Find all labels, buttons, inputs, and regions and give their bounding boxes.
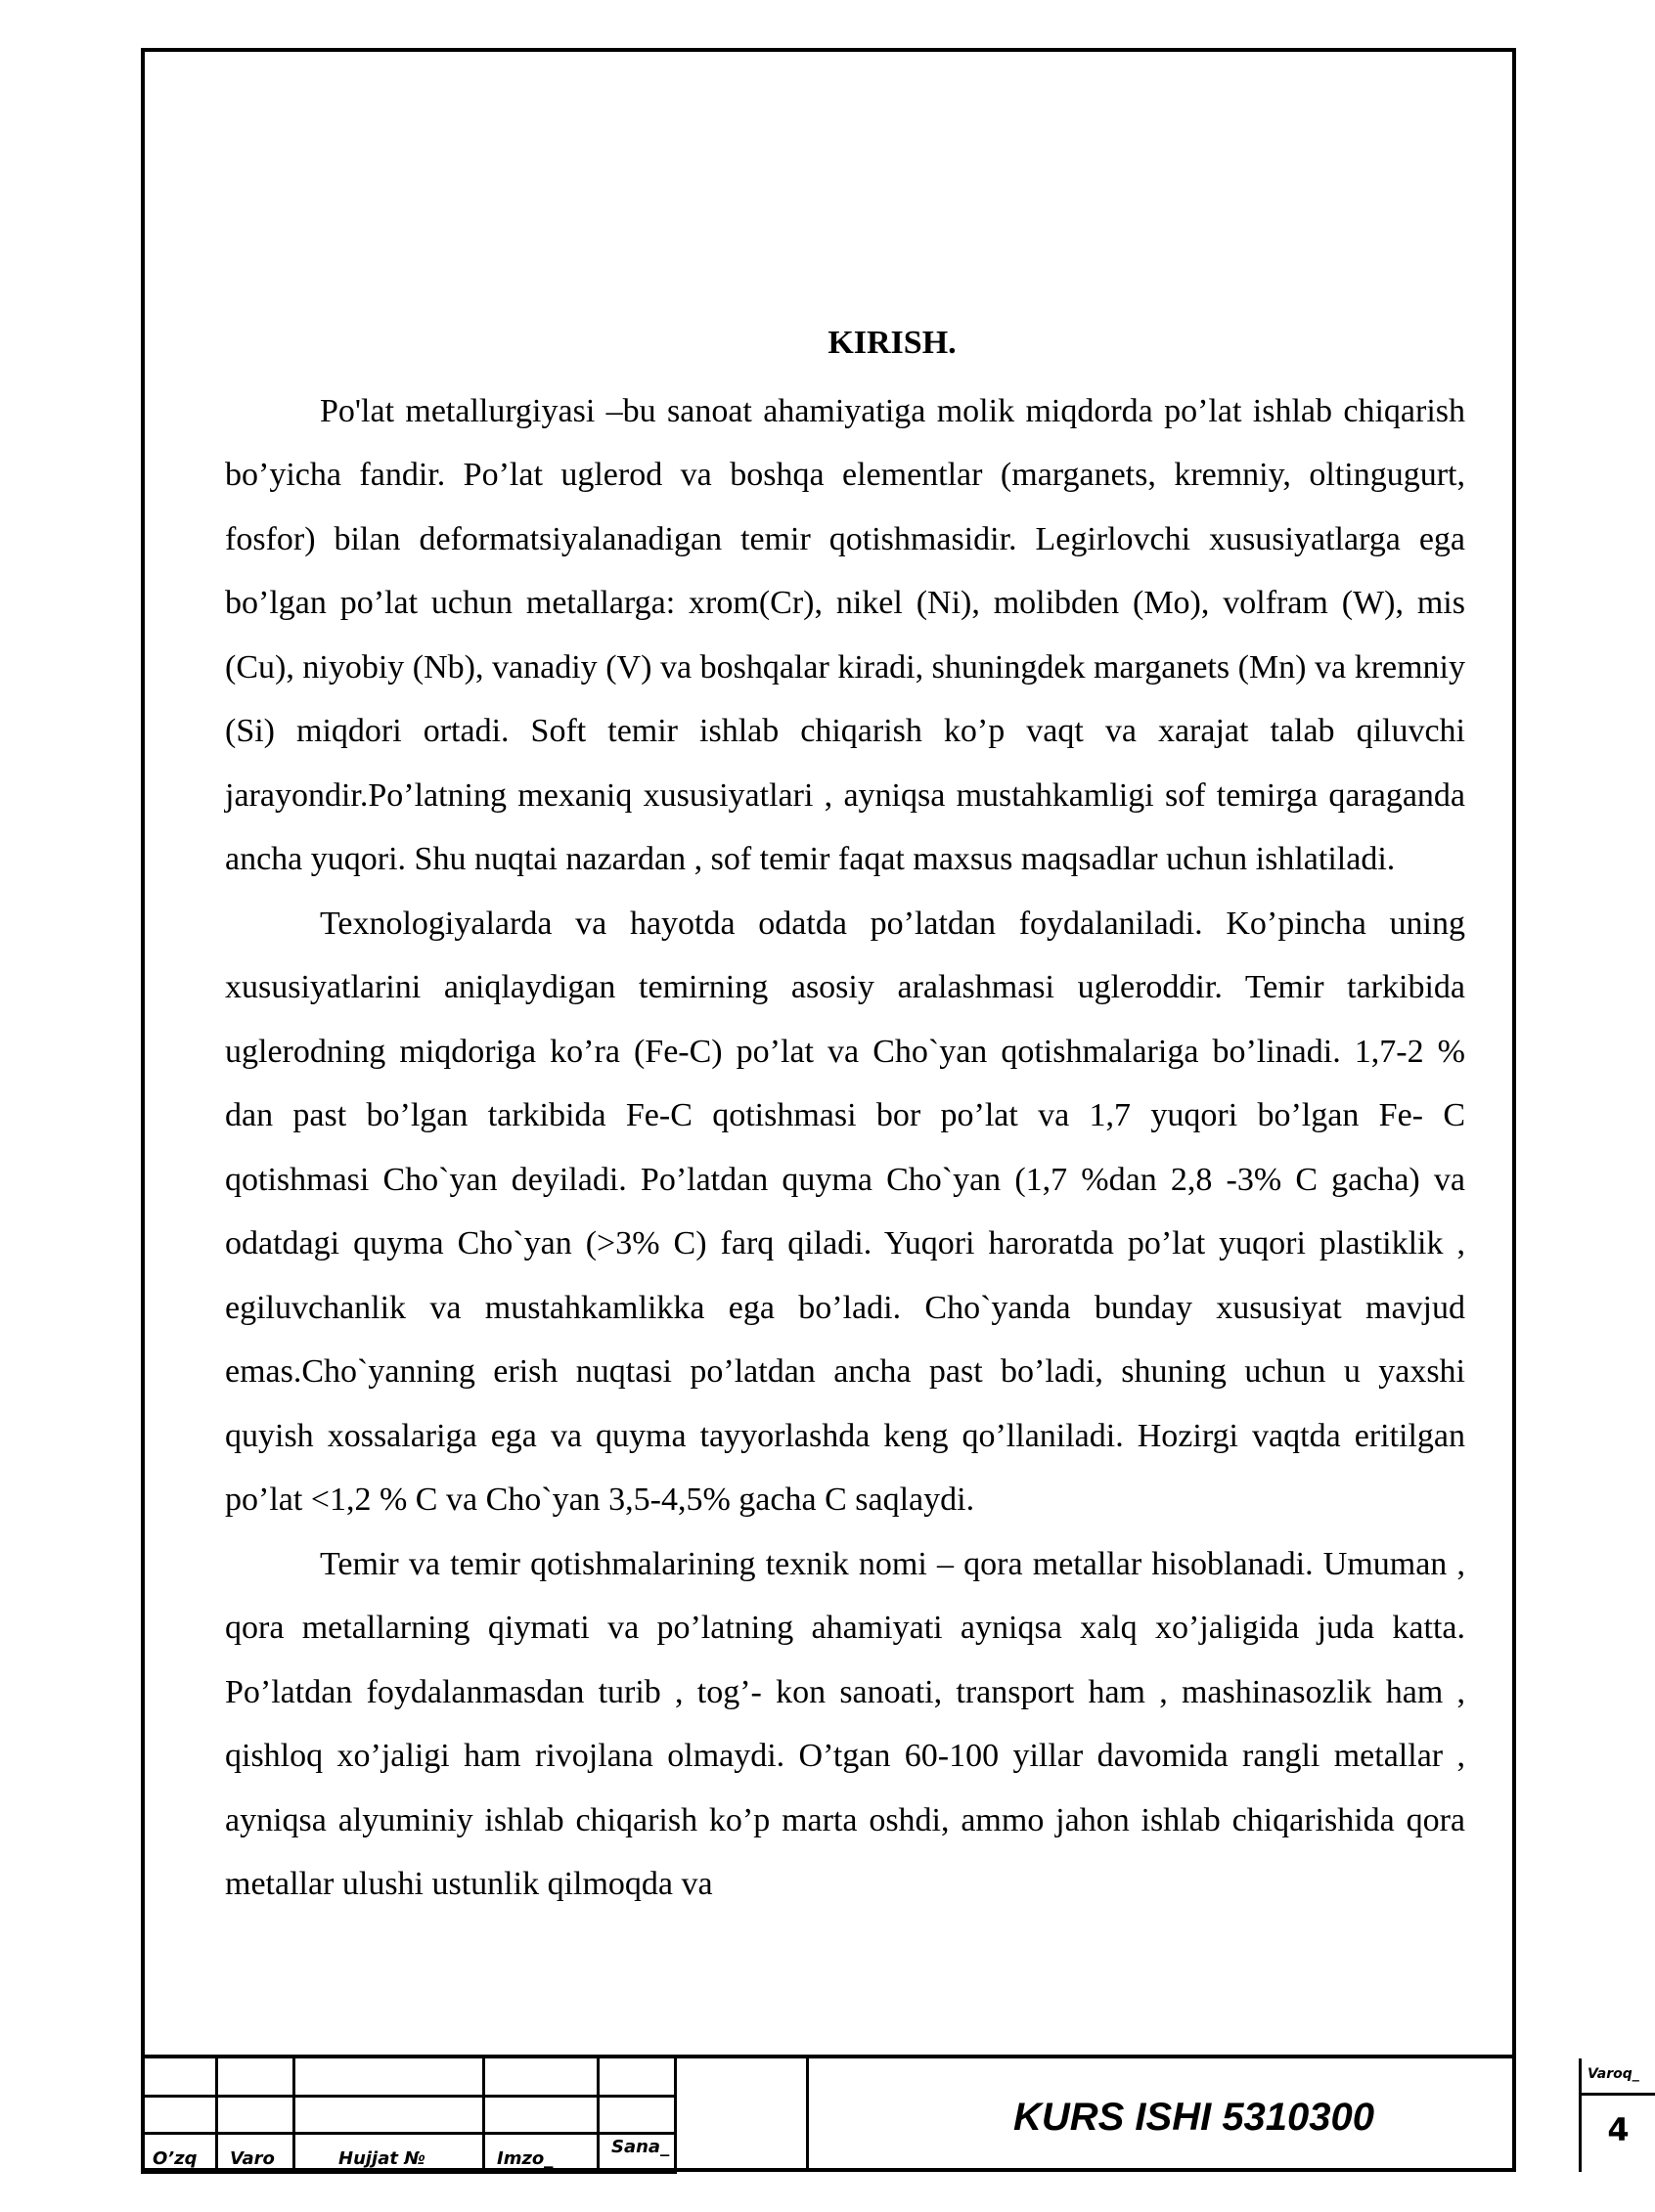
cell-empty <box>141 2058 217 2096</box>
cell-empty <box>294 2096 484 2133</box>
cell-empty <box>217 2096 294 2133</box>
cell-empty <box>599 2058 676 2096</box>
title-block <box>141 2055 1639 2172</box>
document-body <box>225 311 1465 1917</box>
cell-empty <box>141 2096 217 2133</box>
cell-empty <box>484 2096 599 2133</box>
paragraph-2: Texnologiyalarda va hayotda odatda po’latdan foydalaniladi. Ko’pincha uning xususiyatlarini aniqlaydigan temirning asosiy aralashmasi ugleroddir. Temir tarkibida uglerodning miqdoriga ko’ra (Fe-C) po’lat va Cho`yan qotishmalariga bo’linadi. 1,7-2 % dan past bo’lgan tarkibida Fe-C qotishmasi bor po’lat va 1,7 yuqori bo’lgan Fe- C qotishmasi Cho`yan deyiladi. Po’latdan quyma Cho`yan (1,7 %dan 2,8 -3% C gacha) va odatdagi quyma Cho`yan (>3% C) farq qiladi. Yuqori haroratda po’lat yuqori plastiklik , egiluvchanlik va mustahkamlikka ega bo’ladi. Cho`yanda bunday xususiyat mavjud emas.Cho`yanning erish nuqtasi po’latdan ancha past bo’ladi, shuning uchun u yaxshi quyish xossalariga ega va quyma tayyorlashda keng qo’llaniladi. Hozirgi vaqtda eritilgan po’lat <1,2 % C va Cho`yan 3,5-4,5% gacha C saqlaydi. <box>225 905 1465 1518</box>
sheet-cell <box>1579 2058 1655 2172</box>
label-ozq: O’zq <box>141 2133 217 2172</box>
paragraph-1: Po'lat metallurgiyasi –bu sanoat ahamiyatiga molik miqdorda po’lat ishlab chiqarish bo’yicha fandir. Po’lat uglerod va boshqa elementlar (marganets, kremniy, oltingugurt, fosfor) bilan deformatsiyalanadigan temir qotishmasidir. Legirlovchi xususiyatlarga ega bo’lgan po’lat uchun metallarga: xrom(Cr), nikel (Ni), molibden (Mo), volfram (W), mis (Cu), niyobiy (Nb), vanadiy (V) va boshqalar kiradi, shuningdek marganets (Mn) va kremniy (Si) miqdori ortadi. Soft temir ishlab chiqarish ko’p vaqt va xarajat talab qiluvchi jarayondir.Po’latning mexaniq xususiyatlari , ayniqsa mustahkamligi sof temirga qaraganda ancha yuqori. Shu nuqtai nazardan , sof temir faqat maxsus maqsadlar uchun ishlatiladi. <box>225 392 1465 877</box>
course-caption-cell <box>806 2058 1579 2172</box>
cell-empty <box>217 2058 294 2096</box>
label-imzo: Imzo_ <box>484 2133 599 2172</box>
paragraph-3: Temir va temir qotishmalarining texnik nomi – qora metallar hisoblanadi. Umuman , qora metallarning qiymati va po’latning ahamiyati ayniqsa xalq xo’jaligida juda katta. Po’latdan foydalanmasdan turib , tog’- kon sanoati, transport ham , mashinasozlik ham , qishloq xo’jaligi ham rivojlana olmaydi. O’tgan 60-100 yillar davomida rangli metallar , ayniqsa alyuminiy ishlab chiqarish ko’p marta oshdi, ammo jahon ishlab chiqarishida qora metallar ulushi ustunlik qilmoqda va <box>225 1545 1465 1902</box>
sheet-number: 4 <box>1607 2111 1630 2148</box>
sheet-label: Varoq_ <box>1582 2058 1655 2096</box>
title-block-grid <box>141 2058 677 2174</box>
cell-empty <box>484 2058 599 2096</box>
course-caption: KURS ISHI 5310300 <box>1012 2096 1375 2139</box>
cell-empty <box>294 2058 484 2096</box>
label-sana: Sana_ <box>599 2133 676 2172</box>
document-title: KIRISH. <box>828 325 957 361</box>
label-hujjat: Hujjat № <box>294 2133 484 2172</box>
cell-empty <box>599 2096 676 2133</box>
label-varo: Varo <box>217 2133 294 2172</box>
